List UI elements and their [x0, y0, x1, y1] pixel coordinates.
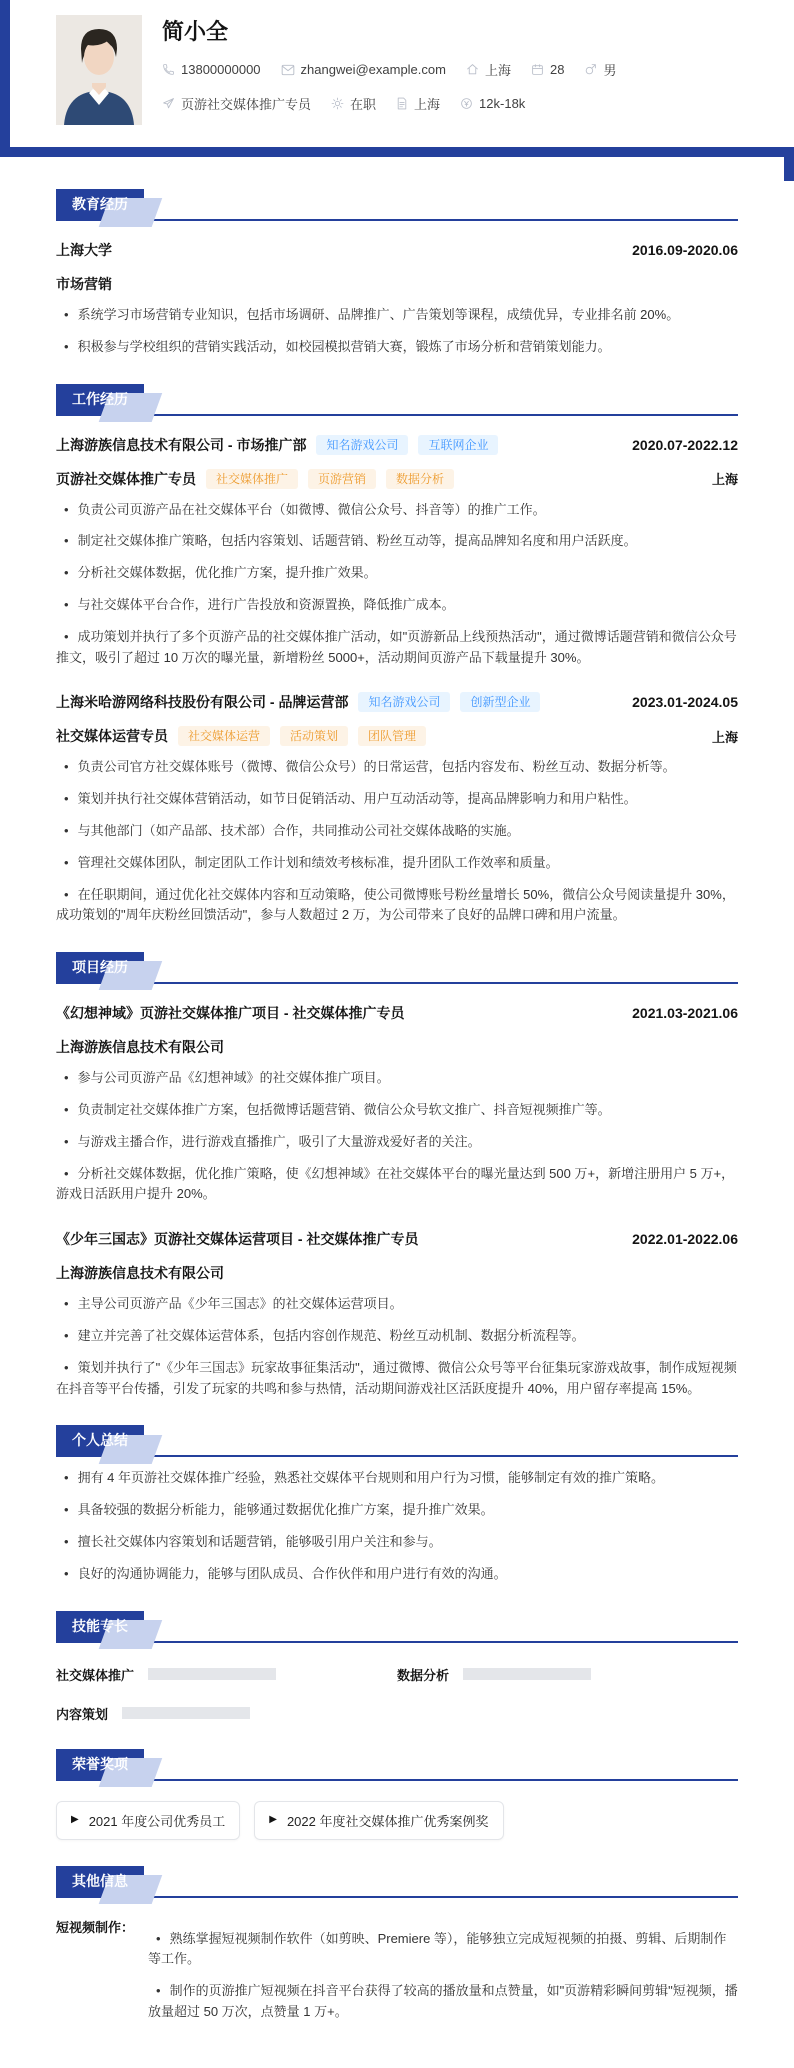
projects-section-badge: 项目经历 [56, 952, 144, 982]
email-value: zhangwei@example.com [300, 62, 446, 78]
work-role-row [56, 726, 738, 746]
company-tag: 互联网企业 [418, 435, 498, 455]
company-tags [358, 692, 540, 712]
work-location: 上海 [711, 729, 738, 745]
education-major-row [56, 274, 738, 294]
project-item [56, 1003, 738, 1205]
work-bullet: • 与其他部门（如产品部、技术部）合作，共同推动公司社交媒体战略的实施。 [64, 822, 520, 838]
education-bullet: • 积极参与学校组织的营销实践活动，如校园模拟营销大赛，锻炼了市场分析和营销策划能力。 [64, 338, 611, 354]
company-tag: 知名游戏公司 [316, 435, 408, 455]
summary-bullets [56, 1468, 738, 1584]
skills-section-header [56, 1611, 738, 1643]
salary-value: 12k-18k [479, 96, 526, 112]
project-company-row [56, 1263, 738, 1283]
job-status [331, 94, 376, 113]
project-date: 2022.01-2022.06 [632, 1231, 738, 1248]
bullet-dot: • [64, 596, 69, 612]
header-right-accent-bar [784, 147, 794, 181]
education-date: 2016.09-2020.06 [632, 242, 738, 258]
work-bullet: • 策划并执行社交媒体营销活动，如节日促销活动、用户互动活动等，提高品牌影响力和用户粘性。 [64, 791, 637, 807]
summary-section-badge: 个人总结 [56, 1425, 144, 1455]
project-bullet: • 建立并完善了社交媒体运营体系，包括内容创作规范、粉丝互动机制、数据分析流程等。 [64, 1327, 585, 1343]
contact-phone [162, 62, 261, 77]
project-bullet: • 主导公司页游产品《少年三国志》的社交媒体运营项目。 [64, 1296, 403, 1312]
bullet-dot: • [64, 1502, 69, 1518]
bullet-dot: • [64, 854, 69, 870]
bullet-dot: • [64, 1070, 69, 1086]
skill-item [397, 1665, 738, 1684]
age-icon [531, 63, 544, 76]
work-company-row [56, 692, 738, 712]
salary-icon [460, 97, 473, 110]
work-bullet: • 成功策划并执行了多个页游产品的社交媒体推广活动，如"页游新品上线预热活动"，通过微博话题营销和微信公众号推文，吸引了超过 10 万次的曝光量，新增粉丝 5000+，活动期间页游产品下载量提升 30%。 [56, 628, 737, 665]
work-location: 上海 [711, 472, 738, 488]
role-tag: 团队管理 [358, 726, 426, 746]
job-intention-value: 页游社交媒体推广专员 [181, 97, 312, 113]
resume-header [0, 0, 794, 157]
age-value: 28 [549, 62, 565, 78]
bullet-dot: • [64, 533, 69, 549]
avatar [56, 15, 142, 125]
work-bullet: • 在任职期间，通过优化社交媒体内容和互动策略，使公司微博账号粉丝量增长 50%，微信公众号阅读量提升 30%，成功策划的"周年庆粉丝回馈活动"，参与人数超过 2 万，为公司带来了良好的品牌口碑和用户流量。 [56, 886, 735, 923]
project-name: 《少年三国志》页游社交媒体运营项目 - 社交媒体推广专员 [56, 1231, 419, 1248]
bullet-dot: • [64, 628, 69, 644]
skill-bar [148, 1668, 276, 1680]
work-section-header [56, 384, 738, 416]
bullet-dot: • [64, 1533, 69, 1549]
education-bullets [56, 305, 738, 358]
work-bullet: • 制定社交媒体推广策略，包括内容策划、话题营销、粉丝互动等，提高品牌知名度和用户活跃度。 [64, 533, 637, 549]
contact-row-2 [162, 94, 616, 113]
summary-section-header [56, 1425, 738, 1457]
skill-item [56, 1665, 397, 1684]
company-tag: 创新型企业 [460, 692, 540, 712]
honor-badge: ▶ 2021 年度公司优秀员工 [56, 1801, 240, 1840]
work-city [396, 94, 440, 113]
role-tags [178, 726, 426, 746]
projects-section-header [56, 952, 738, 984]
education-section-header [56, 189, 738, 221]
project-bullet: • 负责制定社交媒体推广方案，包括微博话题营销、微信公众号软文推广、抖音短视频推广等。 [64, 1101, 611, 1117]
bullet-dot: • [64, 1296, 69, 1312]
other-section-badge: 其他信息 [56, 1866, 144, 1896]
other-info-row [56, 1918, 738, 2034]
other-section-header [56, 1866, 738, 1898]
contact-email [281, 62, 446, 77]
bullet-dot: • [64, 307, 69, 322]
city-icon [396, 97, 408, 110]
bullet-dot: • [64, 1133, 69, 1149]
project-company: 上海游族信息技术有限公司 [56, 1039, 224, 1056]
work-role-row [56, 469, 738, 489]
bullet-dot: • [64, 822, 69, 838]
work-section-badge: 工作经历 [56, 384, 144, 414]
role-tag: 活动策划 [280, 726, 348, 746]
work-item [56, 435, 738, 669]
contact-gender [584, 60, 616, 79]
education-bullet: • 系统学习市场营销专业知识，包括市场调研、品牌推广、广告策划等课程，成绩优异，专业排名前 20%。 [64, 307, 680, 322]
company-tag: 知名游戏公司 [358, 692, 450, 712]
work-bullet: • 负责公司官方社交媒体账号（微博、微信公众号）的日常运营，包括内容发布、粉丝互动、数据分析等。 [64, 759, 676, 775]
project-company: 上海游族信息技术有限公司 [56, 1265, 224, 1282]
skills-section-badge: 技能专长 [56, 1611, 144, 1641]
project-bullets [56, 1068, 738, 1205]
candidate-name: 简小全 [162, 19, 229, 44]
work-city-value: 上海 [414, 97, 441, 113]
project-bullet: • 分析社交媒体数据，优化推广策略，使《幻想神域》在社交媒体平台的曝光量达到 500 万+，新增注册用户 5 万+，游戏日活跃用户提升 20%。 [56, 1165, 735, 1202]
skills-grid [56, 1665, 738, 1723]
skill-item [56, 1704, 397, 1723]
project-bullets [56, 1294, 738, 1399]
job-intention-icon [162, 97, 175, 110]
section-education [56, 189, 738, 358]
contact-age [531, 62, 564, 77]
phone-value: 13800000000 [181, 62, 261, 78]
project-name: 《幻想神域》页游社交媒体推广项目 - 社交媒体推广专员 [56, 1005, 405, 1022]
phone-icon [162, 63, 175, 76]
avatar-illustration [56, 15, 142, 125]
status-icon [331, 97, 344, 110]
work-item [56, 692, 738, 926]
resume-body [0, 157, 794, 2068]
bullet-dot: • [64, 565, 69, 581]
honors-section-badge: 荣誉奖项 [56, 1749, 144, 1779]
work-bullet: • 管理社交媒体团队，制定团队工作计划和绩效考核标准，提升团队工作效率和质量。 [64, 854, 559, 870]
major-name: 市场营销 [56, 276, 112, 292]
bullet-dot: • [64, 1565, 69, 1581]
location-value: 上海 [484, 63, 511, 79]
project-name-row [56, 1003, 738, 1023]
other-bullet: • 制作的页游推广短视频在抖音平台获得了较高的播放量和点赞量，如"页游精彩瞬间剪辑"短视频，播放量超过 50 万次，点赞量 1 万+。 [148, 1983, 738, 2019]
skill-bar [122, 1707, 250, 1719]
role-tag: 数据分析 [386, 469, 454, 489]
work-date: 2020.07-2022.12 [632, 436, 738, 453]
bullet-dot: • [64, 759, 69, 775]
bullet-dot: • [64, 1101, 69, 1117]
email-icon [281, 64, 295, 76]
honor-badge: ▶ 2022 年度社交媒体推广优秀案例奖 [254, 1801, 503, 1840]
role-name: 页游社交媒体推广专员 [56, 470, 196, 487]
section-skills [56, 1611, 738, 1723]
honors-section-header [56, 1749, 738, 1781]
company-name: 上海米哈游网络科技股份有限公司 - 品牌运营部 [56, 694, 349, 711]
role-name: 社交媒体运营专员 [56, 728, 168, 745]
header-bottom-accent-bar [0, 147, 794, 157]
bullet-dot: • [64, 501, 69, 517]
company-tags [316, 435, 498, 455]
summary-bullet: • 良好的沟通协调能力，能够与团队成员、合作伙伴和用户进行有效的沟通。 [64, 1565, 507, 1581]
other-info-label: 短视频制作： [56, 1919, 135, 1935]
work-bullet: • 负责公司页游产品在社交媒体平台（如微博、微信公众号、抖音等）的推广工作。 [64, 501, 546, 517]
salary-expectation [460, 96, 525, 111]
project-bullet: • 与游戏主播合作，进行游戏直播推广，吸引了大量游戏爱好者的关注。 [64, 1133, 481, 1149]
summary-bullet: • 具备较强的数据分析能力，能够通过数据优化推广方案，提升推广效果。 [64, 1502, 494, 1518]
project-bullet: • 策划并执行了"《少年三国志》玩家故事征集活动"，通过微博、微信公众号等平台征集玩家游戏故事，制作成短视频在抖音等平台传播，引发了玩家的共鸣和参与热情，活动期间游戏社区活跃度提升 40%，用户留存率提高 15%。 [56, 1359, 737, 1396]
work-bullets [56, 500, 738, 669]
header-left-accent-bar [0, 0, 10, 157]
work-bullet: • 分析社交媒体数据，优化推广方案，提升推广效果。 [64, 565, 377, 581]
role-tag: 社交媒体推广 [206, 469, 298, 489]
project-name-row [56, 1229, 738, 1249]
bullet-dot: • [64, 886, 69, 902]
project-company-row [56, 1037, 738, 1057]
bullet-dot: • [64, 791, 69, 807]
gender-icon [584, 63, 597, 76]
company-name: 上海游族信息技术有限公司 - 市场推广部 [56, 436, 307, 453]
bullet-dot: • [64, 1327, 69, 1343]
summary-bullet: • 擅长社交媒体内容策划和话题营销，能够吸引用户关注和参与。 [64, 1533, 442, 1549]
bullet-dot: • [156, 1930, 161, 1946]
role-tag: 社交媒体运营 [178, 726, 270, 746]
project-date: 2021.03-2021.06 [632, 1005, 738, 1022]
job-status-value: 在职 [350, 97, 377, 113]
section-other [56, 1866, 738, 2034]
bullet-dot: • [64, 1470, 69, 1486]
honors-list [56, 1801, 738, 1840]
contact-location [466, 60, 511, 79]
work-bullet: • 与社交媒体平台合作，进行广告投放和资源置换，降低推广成本。 [64, 596, 455, 612]
bullet-dot: • [64, 1359, 69, 1375]
summary-bullet: • 拥有 4 年页游社交媒体推广经验，熟悉社交媒体平台规则和用户行为习惯，能够制定有效的推广策略。 [64, 1470, 665, 1486]
work-company-row [56, 435, 738, 455]
section-projects [56, 952, 738, 1399]
work-date: 2023.01-2024.05 [632, 694, 738, 711]
bullet-dot: • [156, 1983, 161, 1999]
job-intention [162, 94, 311, 113]
other-bullets [148, 1918, 738, 2034]
project-bullet: • 参与公司页游产品《幻想神域》的社交媒体推广项目。 [64, 1070, 390, 1086]
education-item-header [56, 240, 738, 260]
project-item [56, 1229, 738, 1399]
role-tag: 页游营销 [308, 469, 376, 489]
gender-value: 男 [603, 63, 617, 79]
other-bullet: • 熟练掌握短视频制作软件（如剪映、Premiere 等），能够独立完成短视频的拍摄、剪辑、后期制作等工作。 [148, 1930, 727, 1967]
skill-name: 内容策划 [56, 1706, 109, 1722]
section-honors [56, 1749, 738, 1840]
section-summary [56, 1425, 738, 1584]
skill-name: 数据分析 [397, 1667, 450, 1683]
bullet-dot: • [64, 338, 69, 354]
play-triangle-icon: ▶ [71, 1814, 79, 1826]
contact-row-1 [162, 60, 616, 79]
skill-bar [463, 1668, 591, 1680]
skill-name: 社交媒体推广 [56, 1667, 135, 1683]
bullet-dot: • [64, 1165, 69, 1181]
education-section-badge: 教育经历 [56, 189, 144, 219]
role-tags [206, 469, 454, 489]
school-name: 上海大学 [56, 242, 112, 258]
location-icon [466, 63, 479, 76]
section-work [56, 384, 738, 927]
work-bullets [56, 757, 738, 926]
play-triangle-icon: ▶ [269, 1814, 277, 1826]
